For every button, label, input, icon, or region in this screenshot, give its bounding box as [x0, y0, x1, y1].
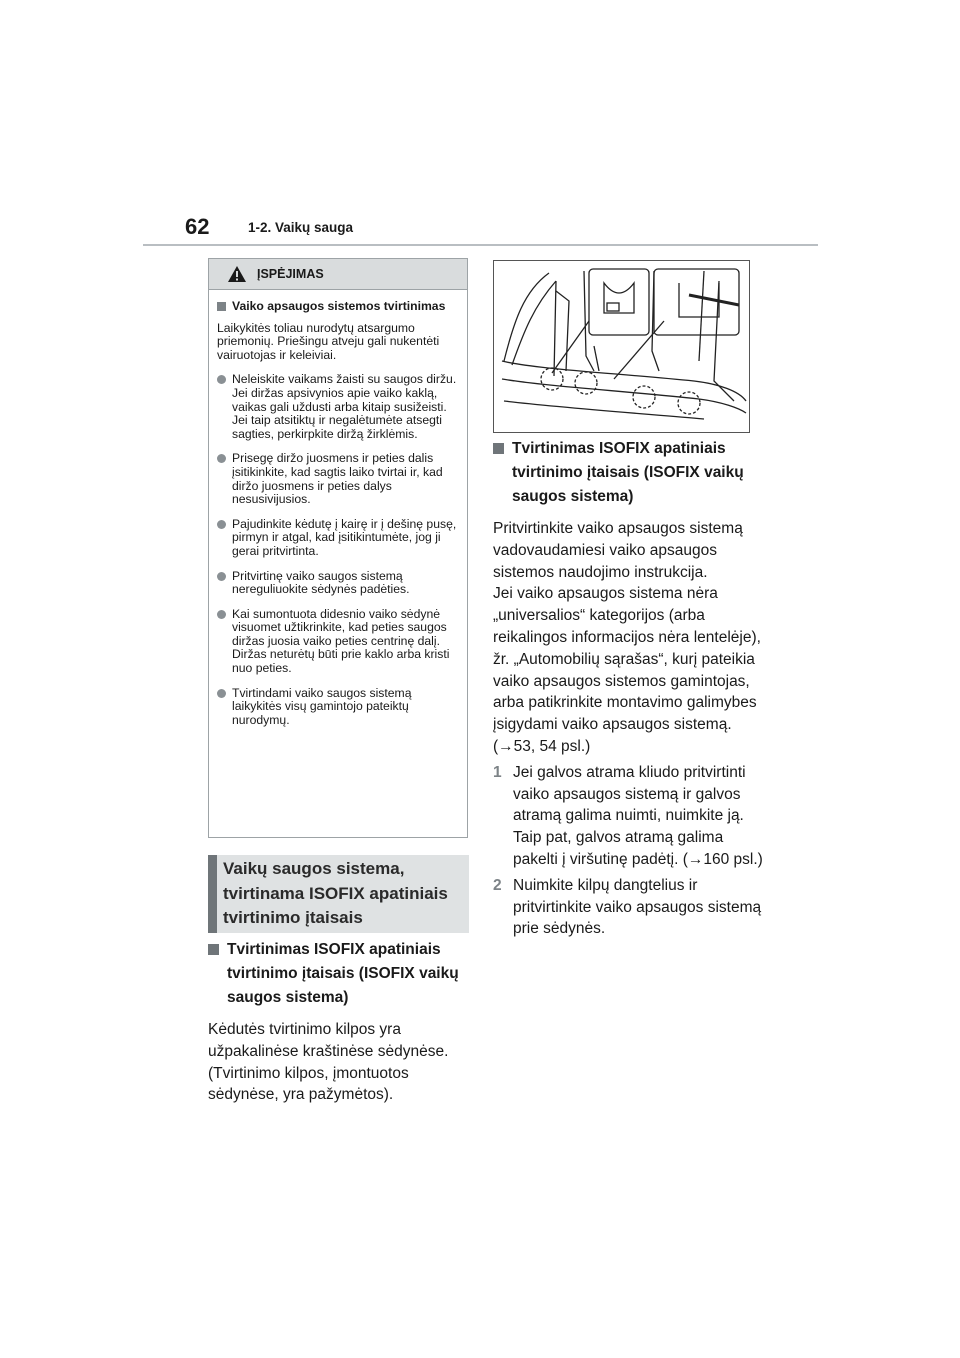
warning-body [209, 290, 467, 727]
list-item-text: Pritvirtinę vaiko saugos sistemą nereguliuokite sėdynės padėties. [232, 568, 410, 597]
warning-box [208, 258, 468, 838]
right-section [493, 437, 763, 940]
section-title: 1-2. Vaikų sauga [248, 220, 354, 235]
warning-title: ĮSPĖJIMAS [257, 267, 324, 281]
heading-line: tvirtinimo įtaisais [223, 908, 363, 927]
right-paragraph: Pritvirtinkite vaiko apsaugos sistemą vadovaudamiesi vaiko apsaugos sistemos naudojimo instrukcija. [493, 520, 743, 581]
left-section [208, 938, 468, 1106]
left-paragraph: Kėdutės tvirtinimo kilpos yra užpakalinėse kraštinėse sėdynėse. (Tvirtinimo kilpos, įmontuotos sėdynėse, yra pažymėtos). [208, 1021, 449, 1104]
step-text: Nuimkite kilpų dangtelius ir pritvirtinkite vaiko apsaugos sistemą prie sėdynės. [513, 876, 762, 938]
list-item [217, 452, 459, 506]
section-heading [223, 857, 448, 931]
warning-subtitle [217, 300, 459, 314]
heading-line: Vaikų saugos sistema, [223, 859, 405, 878]
square-bullet-icon [217, 302, 226, 311]
header-divider [143, 244, 818, 246]
list-item [217, 687, 459, 728]
list-item [217, 608, 459, 676]
bullet-dot-icon [217, 454, 226, 463]
list-item-text: Neleiskite vaikams žaisti su saugos diržu. Jei diržas apsivynios apie vaiko kaklą, vaikas gali uždusti arba kitaip susižeisti. Jei taip atsitiktų ir negalėtumėte atsegti sagties, perkirpkite diržą žirklėmis. [232, 372, 457, 441]
bullet-dot-icon [217, 520, 226, 529]
bullet-dot-icon [217, 610, 226, 619]
list-item-text: Kai sumontuota didesnio vaiko sėdynė visuomet užtikrinkite, kad peties saugos diržas juosia vaiko peties centrinę dalį. Diržas neturėtų būti prie kaklo arba kristi nuo peties. [232, 606, 450, 676]
bullet-dot-icon [217, 375, 226, 384]
right-paragraph-2: Jei vaiko apsaugos sistema nėra „universalios“ kategorijos (arba reikalingos informacijos nėra lentelėje), žr. „Automobilių sąrašas“, kurį pateikia vaiko apsaugos sistemos gamintojas, arba patikrinkite montavimo galimybes įsigydami vaiko apsaugos sistemą. (→53, 54 psl.) [493, 585, 761, 755]
page-number: 62 [185, 214, 210, 239]
step-item [493, 762, 763, 871]
square-bullet-icon [208, 944, 219, 955]
heading-line: tvirtinama ISOFIX apatiniais [223, 883, 448, 903]
list-item-text: Tvirtindami vaiko saugos sistemą laikykitės visų gamintojo pateiktų nurodymų. [232, 685, 412, 727]
right-subheading-text: Tvirtinimas ISOFIX apatiniais tvirtinimo įtaisais (ISOFIX vaikų saugos sistema) [512, 440, 744, 505]
step-text: Jei galvos atrama kliudo pritvirtinti vaiko apsaugos sistemą ir galvos atramą galima nuimti, nuimkite ją. Taip pat, galvos atramą galima pakelti į viršutinę padėtį. (→160 psl.) [513, 763, 763, 868]
step-number: 1 [493, 763, 502, 781]
warning-intro: Laikykitės toliau nurodytų atsargumo priemonių. Priešingu atveju gali nukentėti vairuotojas ir keleiviai. [217, 320, 440, 362]
rear-seat-drawing [494, 261, 749, 432]
list-item [217, 570, 459, 597]
step-number: 2 [493, 876, 502, 894]
list-item-text: Prisegę diržo juosmens ir peties dalis įsitikinkite, kad sagtis laiko tvirtai ir, kad diržo juosmens ir peties dalys nesusivijusios. [232, 451, 443, 507]
heading-accent-bar [208, 855, 217, 933]
list-item-text: Pajudinkite kėdutę į kairę ir į dešinę pusę, pirmyn ir atgal, kad įsitikintumėte, jog ji gerai pritvirtinta. [232, 516, 457, 558]
isofix-seat-illustration [493, 260, 750, 433]
list-item [217, 373, 459, 441]
warning-triangle-icon [227, 265, 247, 283]
section-heading-box [208, 855, 469, 933]
right-subheading [493, 437, 763, 509]
step-item [493, 875, 763, 940]
left-subheading-text: Tvirtinimas ISOFIX apatiniais tvirtinimo įtaisais (ISOFIX vaikų saugos sistema) [227, 941, 459, 1006]
square-bullet-icon [493, 443, 504, 454]
list-item [217, 518, 459, 559]
left-subheading [208, 938, 468, 1010]
warning-header [209, 259, 467, 290]
warning-subtitle-text: Vaiko apsaugos sistemos tvirtinimas [232, 299, 446, 313]
bullet-dot-icon [217, 689, 226, 698]
bullet-dot-icon [217, 572, 226, 581]
